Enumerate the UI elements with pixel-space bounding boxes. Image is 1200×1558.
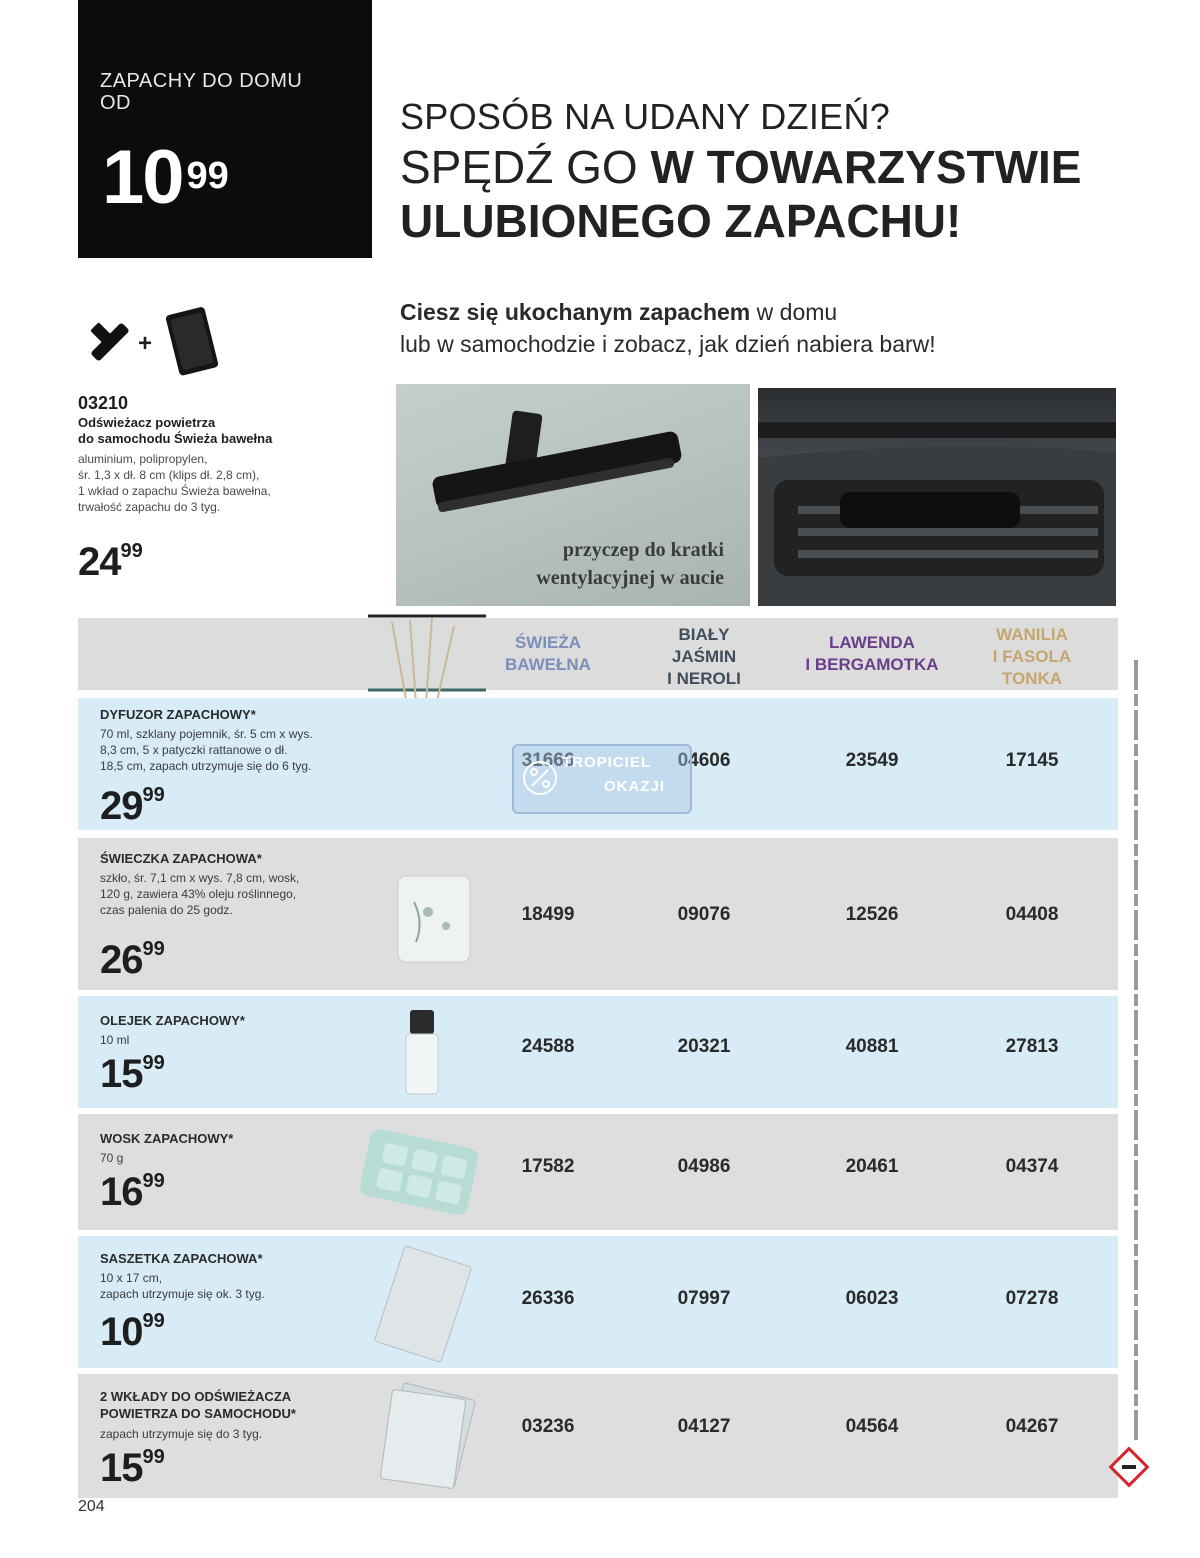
product-code-cell: 40881 bbox=[845, 1036, 899, 1057]
watermark-line1: TROPICIEL bbox=[562, 754, 652, 771]
car-clip-icon bbox=[84, 314, 136, 372]
row-price-main: 26 bbox=[100, 938, 143, 982]
row-price-cents: 99 bbox=[142, 1446, 165, 1468]
row-title: WOSK ZAPACHOWY* bbox=[100, 1131, 234, 1146]
row-desc-line: 8,3 cm, 5 x patyczki rattanowe o dł. bbox=[100, 743, 288, 757]
row-title-line: 2 WKŁADY DO ODŚWIEŻACZA bbox=[100, 1389, 292, 1404]
row-desc-line: czas palenia do 25 godz. bbox=[100, 903, 233, 917]
product-price-main: 24 bbox=[78, 540, 121, 584]
table-row bbox=[78, 1374, 1118, 1498]
table-row bbox=[78, 996, 1118, 1108]
row-price-cents: 99 bbox=[142, 1310, 165, 1332]
row-price-cents: 99 bbox=[142, 1170, 165, 1192]
car-vent-photo bbox=[758, 388, 1116, 606]
row-title bbox=[100, 1388, 296, 1422]
row-desc-line: 18,5 cm, zapach utrzymuje się do 6 tyg. bbox=[100, 759, 312, 773]
product-code-cell: 07278 bbox=[1005, 1288, 1059, 1309]
percent-icon bbox=[520, 758, 560, 798]
product-code-cell: 07997 bbox=[677, 1288, 731, 1309]
product-code-cell: 04267 bbox=[1005, 1416, 1059, 1437]
page-number: 204 bbox=[78, 1498, 105, 1515]
row-price-main: 29 bbox=[100, 784, 143, 828]
row-desc-line: 70 ml, szklany pojemnik, śr. 5 cm x wys. bbox=[100, 727, 313, 741]
clip-photo bbox=[396, 384, 750, 606]
row-description bbox=[100, 726, 400, 774]
refill-pad-icon bbox=[160, 306, 226, 376]
row-price-cents: 99 bbox=[142, 938, 165, 960]
car-vent-illustration bbox=[758, 388, 1116, 606]
product-code-cell: 27813 bbox=[1005, 1036, 1059, 1057]
column-header-line: I FASOLA bbox=[992, 647, 1072, 666]
row-price-cents: 99 bbox=[142, 784, 165, 806]
product-code-cell: 04606 bbox=[677, 750, 731, 771]
badge-price bbox=[102, 135, 229, 220]
row-price bbox=[100, 784, 165, 829]
product-code: 03210 bbox=[78, 393, 129, 413]
row-description bbox=[100, 1032, 400, 1048]
product-code-cell: 26336 bbox=[521, 1288, 575, 1309]
row-description bbox=[100, 1426, 400, 1442]
product-name-line2: do samochodu Świeża bawełna bbox=[78, 431, 273, 446]
row-price-main: 16 bbox=[100, 1170, 143, 1214]
row-title: ŚWIECZKA ZAPACHOWA* bbox=[100, 851, 262, 866]
row-title: SASZETKA ZAPACHOWA* bbox=[100, 1251, 263, 1266]
column-header-line: LAWENDA bbox=[829, 633, 915, 652]
wax-melt-image bbox=[354, 1124, 486, 1220]
badge-price-main: 10 bbox=[102, 135, 183, 220]
row-price bbox=[100, 1310, 165, 1355]
hazard-warning-icon bbox=[1108, 1446, 1150, 1488]
photo-caption-line1: przyczep do kratki bbox=[562, 539, 724, 561]
product-code-cell: 20321 bbox=[677, 1036, 731, 1057]
photo-caption bbox=[536, 536, 724, 592]
watermark-line2: OKAZJI bbox=[604, 778, 666, 795]
column-header-line: JAŚMIN bbox=[671, 647, 737, 666]
product-code-cell: 20461 bbox=[845, 1156, 899, 1177]
column-header-line: I NEROLI bbox=[667, 669, 741, 688]
badge-label-line1: ZAPACHY DO DOMU bbox=[100, 70, 303, 92]
product-code-cell: 17582 bbox=[521, 1156, 575, 1177]
product-name-line1: Odświeżacz powietrza bbox=[78, 415, 216, 430]
product-code-cell: 04408 bbox=[1005, 904, 1059, 925]
badge-price-cents: 99 bbox=[186, 155, 229, 197]
product-code-cell: 04564 bbox=[845, 1416, 899, 1437]
product-desc-line1: aluminium, polipropylen, bbox=[78, 452, 208, 466]
row-price-cents: 99 bbox=[142, 1052, 165, 1074]
column-header-line: I BERGAMOTKA bbox=[805, 655, 939, 674]
product-code-cell: 18499 bbox=[521, 904, 575, 925]
table-row bbox=[78, 1114, 1118, 1230]
product-code-cell: 17145 bbox=[1005, 750, 1059, 771]
headline-line3: ULUBIONEGO ZAPACHU! bbox=[400, 195, 962, 247]
row-desc-line: szkło, śr. 7,1 cm x wys. 7,8 cm, wosk, bbox=[100, 871, 300, 885]
watermark-logo bbox=[512, 744, 692, 814]
row-price bbox=[100, 1052, 165, 1097]
product-name bbox=[78, 415, 378, 447]
headline-line2-bold: W TOWARZYSTWIE bbox=[650, 141, 1082, 193]
product-desc-line4: trwałość zapachu do 3 tyg. bbox=[78, 500, 221, 514]
intro-line2: lub w samochodzie i zobacz, jak dzień nabiera barw! bbox=[400, 331, 936, 357]
candle-image bbox=[394, 872, 476, 966]
photo-caption-line2: wentylacyjnej w aucie bbox=[536, 567, 724, 589]
product-code-cell: 04374 bbox=[1005, 1156, 1059, 1177]
row-desc-line: 10 x 17 cm, bbox=[100, 1271, 163, 1285]
column-header-wanilia bbox=[972, 624, 1092, 690]
product-code-cell: 03236 bbox=[521, 1416, 575, 1437]
product-description bbox=[78, 451, 378, 515]
product-code-cell: 31666 bbox=[521, 750, 575, 771]
row-description bbox=[100, 1270, 400, 1302]
product-code-cell: 23549 bbox=[845, 750, 899, 771]
column-header-line: WANILIA bbox=[996, 625, 1068, 644]
product-desc-line2: śr. 1,3 x dł. 8 cm (klips dł. 2,8 cm), bbox=[78, 468, 260, 482]
oil-bottle-image bbox=[394, 1006, 450, 1100]
table-row bbox=[78, 838, 1118, 990]
column-header-line: ŚWIEŻA bbox=[514, 633, 582, 652]
row-price bbox=[100, 1170, 165, 1215]
product-desc-line3: 1 wkład o zapachu Świeża bawełna, bbox=[78, 484, 271, 498]
price-badge bbox=[78, 0, 372, 258]
column-header-bialy-jasmin bbox=[644, 624, 764, 690]
row-description bbox=[100, 870, 400, 918]
row-price bbox=[100, 938, 165, 983]
product-code-cell: 04986 bbox=[677, 1156, 731, 1177]
row-desc-line: 120 g, zawiera 43% oleju roślinnego, bbox=[100, 887, 297, 901]
product-code-cell: 24588 bbox=[521, 1036, 575, 1057]
row-desc-line: 70 g bbox=[100, 1151, 124, 1165]
product-code-cell: 09076 bbox=[677, 904, 731, 925]
row-price-main: 15 bbox=[100, 1052, 143, 1096]
row-title: OLEJEK ZAPACHOWY* bbox=[100, 1013, 245, 1028]
column-header-line: BAWEŁNA bbox=[505, 655, 591, 674]
headline-line2-normal: SPĘDŹ GO bbox=[400, 141, 651, 193]
product-price bbox=[78, 540, 143, 585]
intro-rest: w domu bbox=[750, 299, 838, 325]
column-header-swieza-bawelna bbox=[490, 632, 606, 676]
product-price-cents: 99 bbox=[120, 540, 143, 562]
plus-sign: + bbox=[138, 330, 153, 357]
row-title-line: POWIETRZA DO SAMOCHODU* bbox=[100, 1406, 296, 1421]
table-row bbox=[78, 1236, 1118, 1368]
intro-bold: Ciesz się ukochanym zapachem bbox=[400, 299, 751, 325]
sachet-image bbox=[368, 1244, 480, 1366]
column-header-line: TONKA bbox=[1001, 669, 1063, 688]
product-code-cell: 12526 bbox=[845, 904, 899, 925]
row-desc-line: zapach utrzymuje się ok. 3 tyg. bbox=[100, 1287, 265, 1301]
column-header-lawenda bbox=[790, 632, 954, 676]
refill-pads-image bbox=[368, 1380, 484, 1492]
row-price-main: 15 bbox=[100, 1446, 143, 1490]
side-disclaimer-text bbox=[1126, 660, 1146, 1440]
row-desc-line: zapach utrzymuje się do 3 tyg. bbox=[100, 1427, 263, 1441]
row-title: DYFUZOR ZAPACHOWY* bbox=[100, 707, 256, 722]
row-price bbox=[100, 1446, 165, 1491]
row-desc-line: 10 ml bbox=[100, 1033, 130, 1047]
row-price-main: 10 bbox=[100, 1310, 143, 1354]
intro-text bbox=[400, 296, 1100, 360]
headline-line2 bbox=[400, 140, 1082, 194]
column-header-line: BIAŁY bbox=[678, 625, 730, 644]
badge-label-line2: OD bbox=[100, 92, 131, 114]
headline-line1: SPOSÓB NA UDANY DZIEŃ? bbox=[400, 96, 891, 137]
product-code-cell: 04127 bbox=[677, 1416, 731, 1437]
product-code-cell: 06023 bbox=[845, 1288, 899, 1309]
badge-label bbox=[100, 70, 302, 114]
